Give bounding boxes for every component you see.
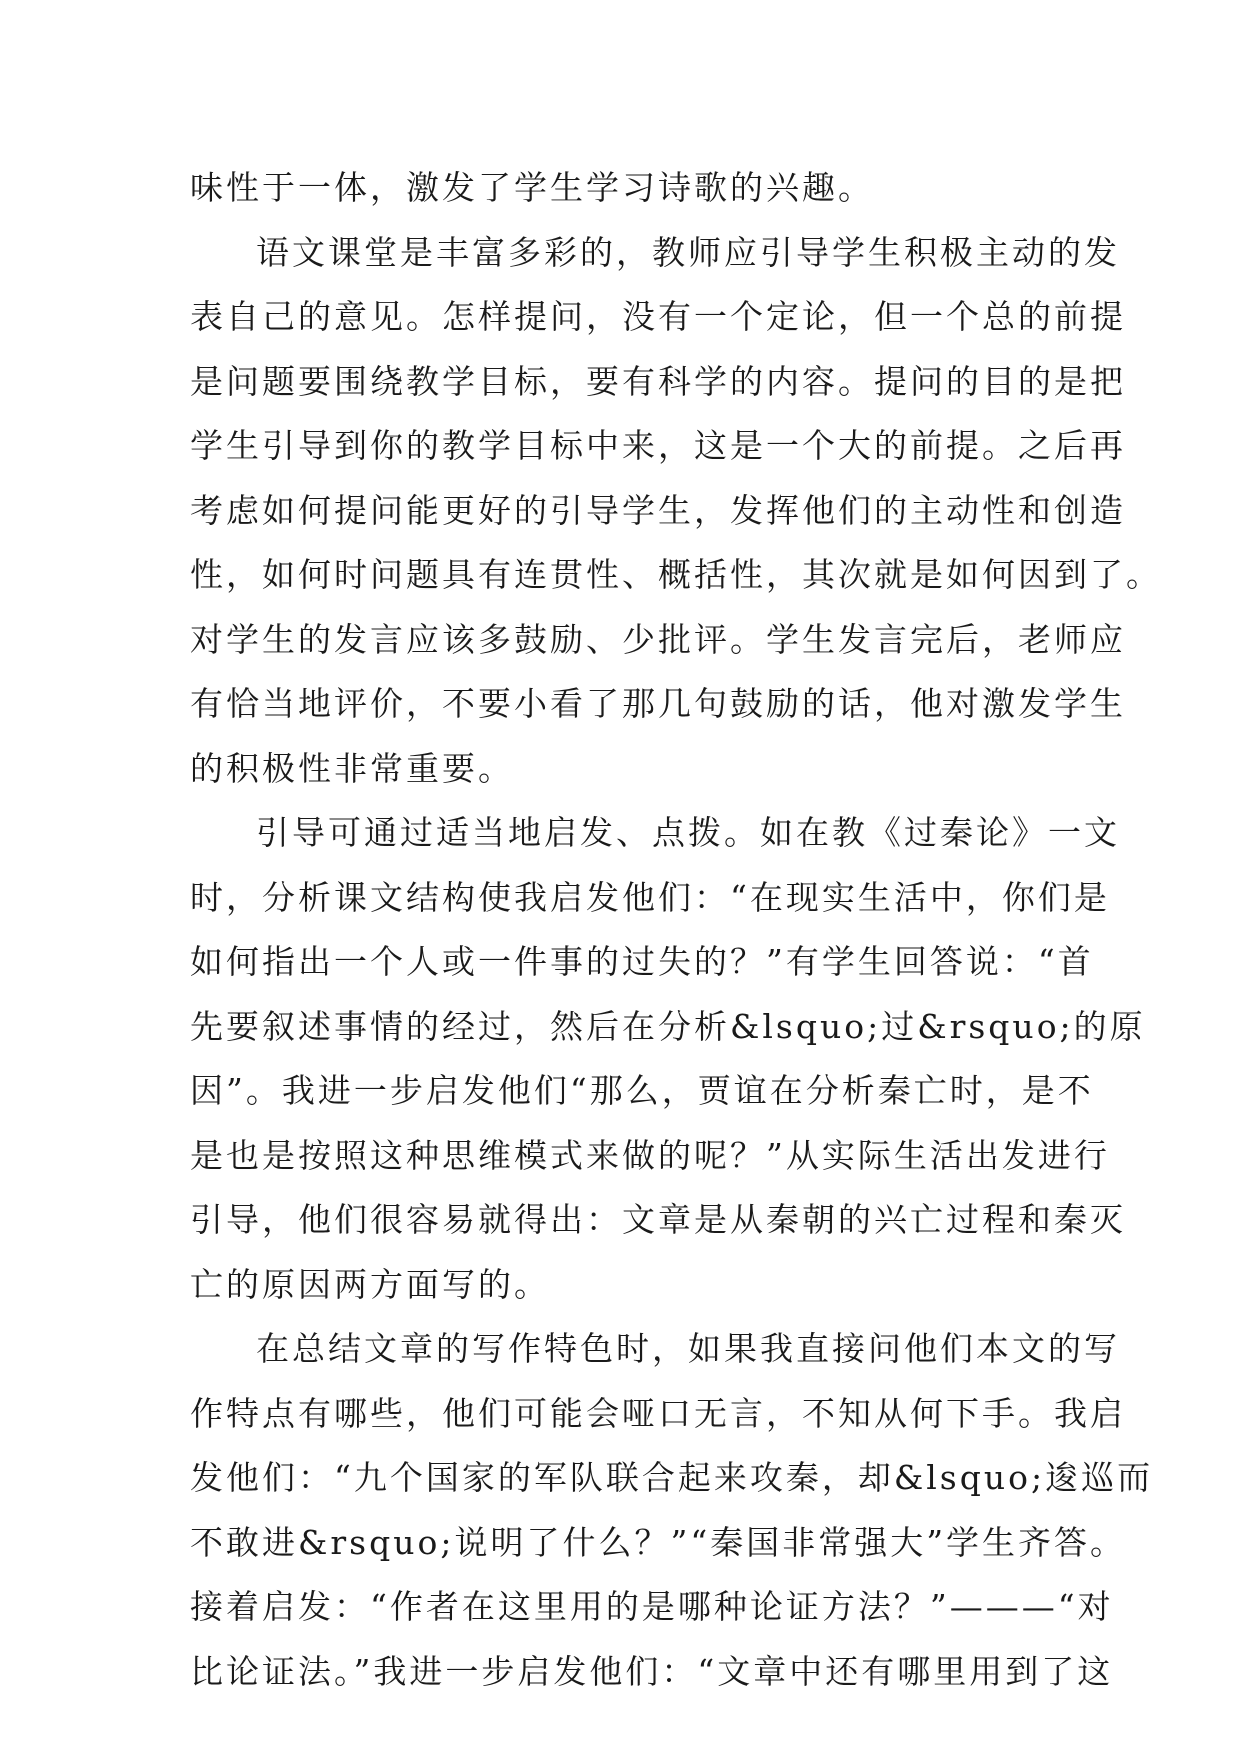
- text-line: 的积极性非常重要。: [190, 748, 514, 788]
- text-line: 因”。我进一步启发他们“那么，贾谊在分析秦亡时，是不: [190, 1071, 1094, 1110]
- paragraph-start-line: 语文课堂是丰富多彩的，教师应引导学生积极主动的发: [256, 232, 1120, 272]
- text-line: 表自己的意见。怎样提问，没有一个定论，但一个总的前提: [190, 297, 1126, 336]
- text-line: 性，如何时问题具有连贯性、概括性，其次就是如何因到了。: [190, 555, 1162, 594]
- text-line: 学生引导到你的教学目标中来，这是一个大的前提。之后再: [190, 426, 1126, 465]
- text-line: 发他们：“九个国家的军队联合起来攻秦，却&lsquo;逡巡而: [190, 1458, 1154, 1497]
- text-line: 引导，他们很容易就得出：文章是从秦朝的兴亡过程和秦灭: [190, 1200, 1126, 1239]
- text-line: 作特点有哪些，他们可能会哑口无言，不知从何下手。我启: [190, 1393, 1126, 1433]
- text-line: 亡的原因两方面写的。: [190, 1264, 550, 1304]
- text-line: 比论证法。”我进一步启发他们：“文章中还有哪里用到了这: [190, 1651, 1114, 1691]
- text-line: 不敢进&rsquo;说明了什么？”“秦国非常强大”学生齐答。: [190, 1522, 1127, 1562]
- paragraph-start-line: 引导可通过适当地启发、点拨。如在教《过秦论》一文: [256, 813, 1120, 852]
- text-line: 对学生的发言应该多鼓励、少批评。学生发言完后，老师应: [190, 619, 1126, 659]
- text-line: 味性于一体，激发了学生学习诗歌的兴趣。: [190, 168, 874, 207]
- paragraph-start-line: 在总结文章的写作特色时，如果我直接问他们本文的写: [256, 1329, 1120, 1368]
- document-body: [190, 156, 1162, 1704]
- text-line: 接着启发：“作者在这里用的是哪种论证方法？”———“对: [190, 1587, 1114, 1626]
- text-line: 如何指出一个人或一件事的过失的？”有学生回答说：“首: [190, 942, 1094, 981]
- text-line: 考虑如何提问能更好的引导学生，发挥他们的主动性和创造: [190, 490, 1126, 530]
- text-line: 时，分析课文结构使我启发他们：“在现实生活中，你们是: [190, 877, 1110, 917]
- text-line: 是问题要围绕教学目标，要有科学的内容。提问的目的是把: [190, 361, 1126, 401]
- text-line: 先要叙述事情的经过，然后在分析&lsquo;过&rsquo;的原: [190, 1006, 1146, 1046]
- text-line: 是也是按照这种思维模式来做的呢？”从实际生活出发进行: [190, 1135, 1110, 1175]
- text-line: 有恰当地评价，不要小看了那几句鼓励的话，他对激发学生: [190, 684, 1126, 723]
